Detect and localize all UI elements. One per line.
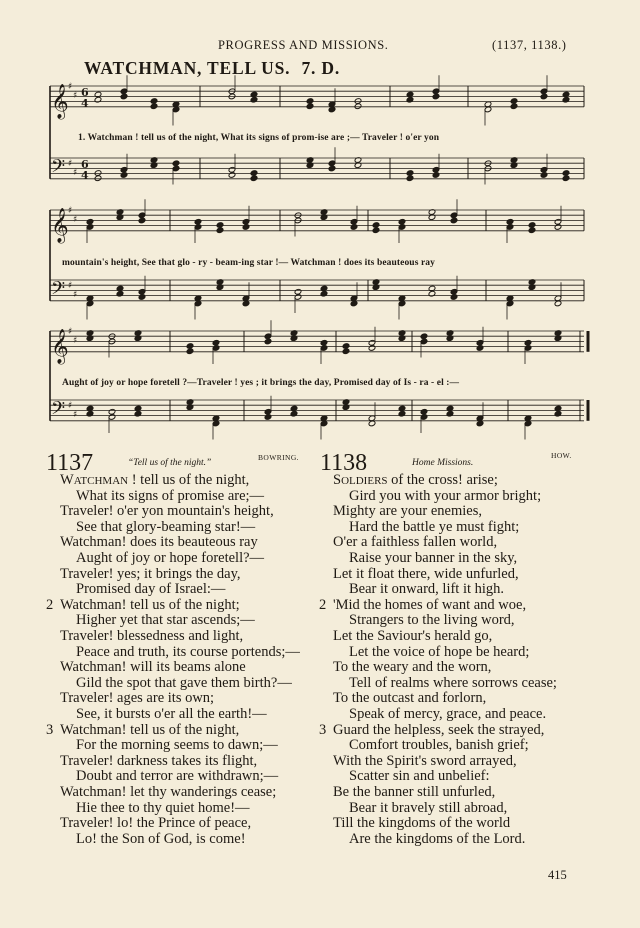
tune-meter: 7. D. — [301, 58, 340, 78]
hymn-1138-first-line-rest: of the cross! arise; — [387, 472, 498, 488]
note-head — [150, 103, 158, 110]
sharp-icon: ♯ — [68, 82, 73, 92]
hymn-1137-line: For the morning seems to dawn;— — [76, 737, 278, 754]
note-head — [420, 408, 428, 415]
hymn-1138-line: Bear it bravely still abroad, — [349, 799, 508, 816]
sharp-icon: ♯ — [68, 327, 73, 337]
hymn-1138-line: Speak of mercy, grace, and peace. — [349, 706, 547, 722]
note-head — [264, 414, 272, 421]
note-head — [510, 103, 518, 110]
hymn-1138-first-word-rest: OLDIERS — [341, 475, 388, 487]
hymn-1137-line: Watchman! let thy wanderings cease; — [60, 784, 277, 800]
sheet-music — [0, 0, 640, 440]
note-head — [372, 222, 380, 229]
note-head — [294, 288, 302, 295]
hymn-1137-line: Aught of joy or hope foretell?— — [76, 550, 265, 566]
hymn-1137-line: What its signs of promise are;— — [76, 487, 265, 504]
note-head — [138, 294, 146, 301]
hymn-1138-line: Gird you with your armor bright; — [349, 487, 542, 504]
treble-clef-icon: 𝄞 — [51, 207, 69, 243]
note-head — [350, 224, 358, 231]
time-signature-bottom: 4 — [81, 168, 89, 182]
note-head — [216, 222, 224, 229]
note-head — [420, 333, 428, 340]
note-head — [306, 98, 314, 105]
note-head — [86, 218, 94, 225]
sharp-icon: ♯ — [73, 168, 78, 178]
hymn-1138-line: To the outcast and forlorn, — [333, 690, 487, 707]
note-head — [250, 175, 258, 182]
music-lyric-line-2: mountain's height, See that glo - ry - beam-ing star !— Watchman ! does its beauteous ray — [62, 258, 435, 268]
sharp-icon: ♯ — [73, 214, 78, 225]
hymn-1137-line: Traveler! yes; it brings the day, — [60, 565, 241, 582]
hymn-1137-line: Traveler! lo! the Prince of peace, — [60, 815, 252, 832]
hymn-1137-verse-number: 2 — [46, 596, 54, 613]
note-head — [372, 227, 380, 234]
bass-clef-icon: 𝄢 — [51, 398, 66, 424]
tune-name: WATCHMAN, TELL US. — [84, 58, 291, 78]
note-head — [94, 170, 102, 177]
sharp-icon: ♯ — [73, 335, 78, 346]
note-head — [250, 170, 258, 177]
hymn-1137-line: Hie thee to thy quiet home!— — [76, 799, 250, 816]
hymn-1138-line: Till the kingdoms of the world — [333, 815, 511, 832]
treble-clef-icon: 𝄞 — [51, 83, 69, 119]
hymn-1137-line: Traveler! ages are its own; — [60, 690, 215, 707]
note-head — [524, 339, 532, 346]
bass-clef-icon: 𝄢 — [51, 278, 66, 304]
note-head — [476, 345, 484, 352]
hymn-1137-line: Promised day of Israel:— — [76, 581, 226, 598]
hymn-1137-line: Peace and truth, its course portends;— — [76, 643, 300, 660]
note-head — [450, 294, 458, 301]
treble-clef-icon: 𝄞 — [51, 328, 69, 364]
hymn-1137-first-line-rest: ! tell us of the night, — [128, 472, 250, 488]
note-head — [562, 170, 570, 177]
hymn-1137-line: Higher yet that star ascends;— — [76, 612, 255, 629]
note-head — [120, 93, 128, 100]
note-head — [368, 345, 376, 352]
note-head — [432, 93, 440, 100]
note-head — [528, 222, 536, 229]
note-head — [450, 217, 458, 224]
note-head — [342, 348, 350, 355]
hymn-1138-heading: Home Missions. — [412, 458, 474, 468]
hymn-1138-line: Let it float there, wide unfurled, — [333, 565, 519, 582]
note-head — [540, 172, 548, 179]
hymn-1137-line: See, it bursts o'er all the earth!— — [76, 706, 267, 722]
note-head — [264, 338, 272, 345]
sharp-icon: ♯ — [68, 401, 73, 412]
note-head — [138, 217, 146, 224]
sharp-icon: ♯ — [73, 410, 78, 420]
running-header-right: (1137, 1138.) — [492, 38, 567, 52]
note-head — [150, 98, 158, 105]
hymn-1137-verse-number: 3 — [46, 721, 54, 738]
hymn-1138-line: Guard the helpless, seek the strayed, — [333, 721, 545, 738]
hymn-number-1137: 1137 — [46, 450, 94, 476]
hymn-1137-line: Watchman! does its beauteous ray — [60, 534, 258, 551]
hymn-1138-first-line — [333, 472, 498, 489]
note-head — [554, 224, 562, 231]
hymn-1138-line: O'er a faithless fallen world, — [333, 534, 498, 551]
hymn-1137-line: Watchman! tell us of the night; — [60, 596, 240, 613]
music-lyric-line-3: Aught of joy or hope foretell ?—Traveler ! yes ; it brings the day, Promised day of Is - ra - el :— — [62, 378, 460, 388]
note-head — [406, 170, 414, 177]
hymn-1138-line: Raise your banner in the sky, — [349, 550, 518, 566]
hymn-1138-line: Bear it onward, lift it high. — [349, 581, 505, 598]
bass-clef-icon: 𝄢 — [51, 156, 66, 182]
hymn-1137-line: Traveler! o'er yon mountain's height, — [60, 503, 274, 520]
hymn-1138-verse-number: 3 — [319, 721, 327, 738]
note-head — [528, 227, 536, 234]
note-head — [172, 160, 180, 167]
hymn-1138-line: Comfort troubles, banish grief; — [349, 737, 529, 754]
hymn-1138-author: HOW. — [551, 451, 572, 460]
hymn-1138-line: Let the Saviour's herald go, — [333, 628, 493, 644]
note-head — [120, 172, 128, 179]
note-head — [94, 175, 102, 182]
note-head — [432, 172, 440, 179]
running-header-left: PROGRESS AND MISSIONS. — [218, 38, 389, 52]
note-head — [108, 408, 116, 415]
note-head — [228, 172, 236, 179]
note-head — [540, 93, 548, 100]
hymn-1137-line: Doubt and terror are withdrawn;— — [76, 768, 279, 785]
time-signature-bottom: 4 — [81, 96, 89, 110]
sharp-icon: ♯ — [68, 281, 73, 292]
note-head — [216, 227, 224, 234]
note-head — [506, 218, 514, 225]
hymn-1137-line: Gild the spot that gave them birth?— — [76, 674, 292, 691]
note-head — [354, 98, 362, 105]
time-signature-top: 6 — [81, 157, 89, 171]
hymn-1138-first-word-initial: S — [333, 472, 342, 488]
note-head — [342, 343, 350, 350]
sharp-icon: ♯ — [73, 290, 78, 300]
hymn-1138-line: 'Mid the homes of want and woe, — [333, 596, 527, 613]
hymn-1138-line: Let the voice of hope be heard; — [349, 643, 530, 660]
note-head — [212, 339, 220, 346]
sharp-icon: ♯ — [68, 206, 73, 216]
hymn-1137-line: See that glory-beaming star!— — [76, 518, 256, 535]
sharp-icon: ♯ — [68, 159, 73, 170]
hymn-1137-first-word-rest: ATCHMAN — [73, 475, 129, 487]
hymn-1137-line: Watchman! will its beams alone — [60, 659, 246, 676]
hymn-1137-line: Traveler! darkness takes its flight, — [60, 752, 258, 769]
hymn-1137-line: Watchman! tell us of the night, — [60, 721, 240, 738]
hymn-1138-verse-number: 2 — [319, 596, 327, 613]
note-head — [186, 348, 194, 355]
hymn-number-1138: 1138 — [320, 450, 368, 476]
hymn-1138-line: With the Spirit's sword arrayed, — [333, 752, 517, 769]
note-head — [186, 343, 194, 350]
note-head — [320, 339, 328, 346]
hymn-1137-line: Traveler! blessedness and light, — [60, 628, 244, 644]
note-head — [306, 103, 314, 110]
sharp-icon: ♯ — [73, 90, 78, 101]
hymn-1138-line: To the weary and the worn, — [333, 659, 492, 676]
hymn-1138-line: Scatter sin and unbelief: — [349, 768, 490, 785]
note-head — [354, 103, 362, 110]
note-head — [242, 224, 250, 231]
note-head — [562, 175, 570, 182]
hymn-1137-first-word-initial: W — [60, 472, 74, 488]
hymn-1138-line: Be the banner still unfurled, — [333, 784, 496, 800]
note-head — [510, 98, 518, 105]
hymn-1138-line: Strangers to the living word, — [349, 612, 515, 629]
hymn-1138-line: Are the kingdoms of the Lord. — [349, 830, 526, 847]
note-head — [398, 218, 406, 225]
hymn-1138-line: Mighty are your enemies, — [333, 503, 482, 520]
hymn-1138-line: Hard the battle ye must fight; — [349, 518, 520, 535]
note-head — [328, 165, 336, 172]
page-number: 415 — [548, 868, 567, 882]
hymn-1138-line: Tell of realms where sorrows cease; — [349, 674, 557, 691]
note-head — [406, 175, 414, 182]
hymn-1137-heading: “Tell us of the night.” — [128, 458, 212, 468]
hymn-1137-first-line — [60, 472, 249, 489]
note-head — [194, 218, 202, 225]
music-lyric-line-1: 1. Watchman ! tell us of the night, What its signs of prom-ise are ;— Traveler ! o'er yon — [78, 133, 440, 143]
hymn-1137-author: BOWRING. — [258, 453, 299, 462]
hymn-1137-line: Lo! the Son of God, is come! — [76, 830, 246, 847]
time-signature-top: 6 — [81, 85, 89, 99]
